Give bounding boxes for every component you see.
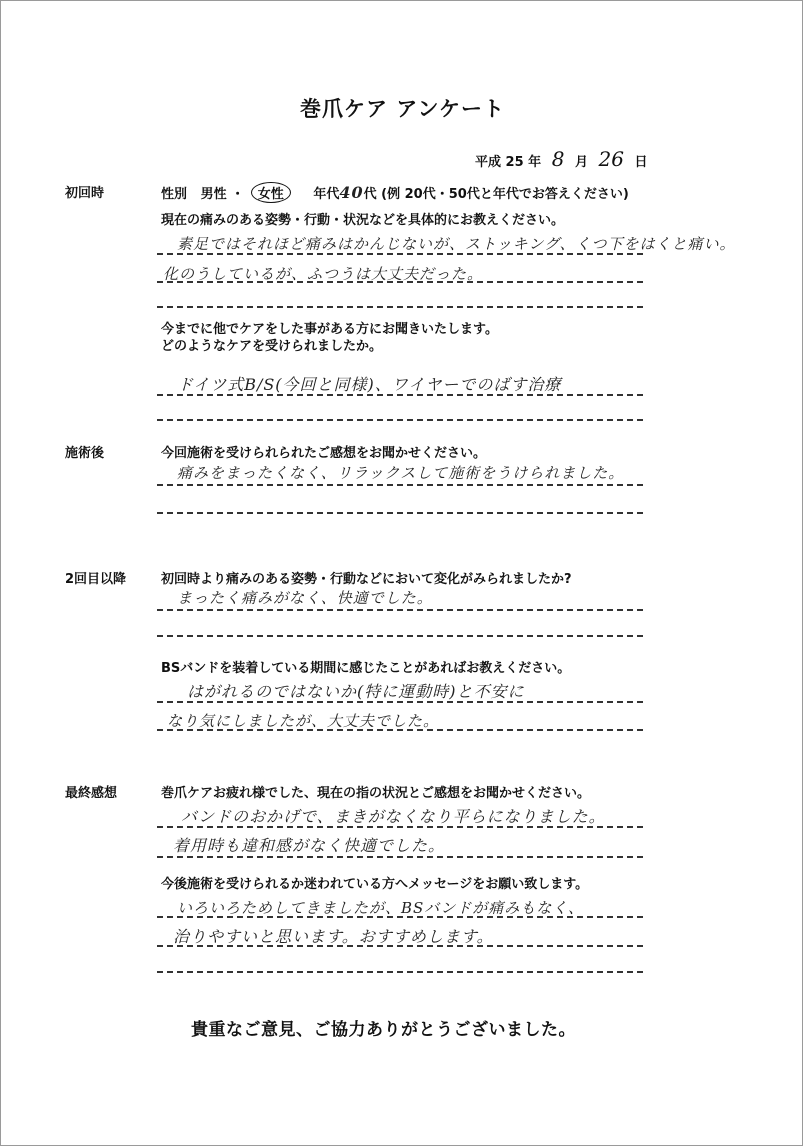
gender-male: 男性 [200,187,227,202]
section-label-final: 最終感想 [65,786,118,801]
question-band-wearing: BSバンドを装着している期間に感じたことがあればお教えください。 [161,661,571,676]
answer-impression: 痛みをまったくなく、リラックスして施術をうけられました。 [177,464,625,482]
answer-line [157,281,643,283]
section-label-first: 初回時 [65,186,105,201]
gender-label: 性別 [161,187,188,202]
age-suffix: 代 [363,187,377,202]
date-year: 25 [505,155,524,170]
answer-message-line2: 治りやすいと思います。おすすめします。 [173,927,494,946]
answer-current-pain-line1: 素足ではそれほど痛みはかんじないが、ストッキング、くつ下をはくと痛い。 [177,235,736,253]
footer-thanks: 貴重なご意見、ご協力ありがとうございました。 [191,1020,576,1040]
answer-previous-care: ドイツ式B/S(今回と同様)、ワイヤーでのばす治療 [177,375,562,394]
profile-row [161,182,629,203]
question-previous-care-line1: 今までに他でケアをした事がある方にお聞きいたします。 [161,322,498,337]
answer-line [157,484,643,486]
question-previous-care-line2: どのようなケアを受けられましたか。 [161,339,383,354]
gender-separator: ・ [231,187,245,202]
answer-final-status-line1: バンドのおかげで、まきがなくなり平らになりました。 [181,807,606,826]
section-label-second: 2回目以降 [65,572,127,587]
date-month-unit: 月 [574,155,588,170]
question-current-pain: 現在の痛みのある姿勢・行動・状況などを具体的にお教えください。 [161,213,565,228]
answer-line [157,729,643,731]
answer-band-wearing-line1: はがれるのではないか(特に運動時)と不安に [187,682,525,701]
answer-line [157,635,643,637]
date-year-unit: 年 [528,155,542,170]
age-value: 40 [339,183,364,202]
date-day-unit: 日 [634,155,648,170]
answer-line [157,701,643,703]
answer-message-line1: いろいろためしてきましたが、BSバンドが痛みもなく、 [177,899,585,917]
answer-line [157,971,643,973]
answer-final-status-line2: 着用時も違和感がなく快適でした。 [173,836,446,855]
date-month: 8 [551,147,565,171]
answer-line [157,945,643,947]
question-message: 今後施術を受けられるか迷われている方へメッセージをお願い致します。 [161,877,589,892]
date-era: 平成 [475,155,502,170]
answer-line [157,916,643,918]
section-label-after: 施術後 [65,446,105,461]
question-final-status: 巻爪ケアお疲れ様でした、現在の指の状況とご感想をお聞かせください。 [161,786,591,801]
answer-line [157,826,643,828]
answer-line [157,856,643,858]
answer-current-pain-line2: 化のうしているが、ふつうは大丈夫だった。 [163,265,484,283]
survey-date [475,147,648,171]
date-day: 26 [598,147,624,171]
answer-line [157,394,643,396]
question-impression: 今回施術を受けられられたご感想をお聞かせください。 [161,446,487,461]
answer-change: まったく痛みがなく、快適でした。 [177,589,433,607]
page-title: 巻爪ケア アンケート [299,97,506,121]
gender-female-circled: 女性 [251,182,291,203]
answer-line [157,609,643,611]
age-hint: (例 20代・50代と年代でお答えください) [381,187,629,202]
answer-line [157,419,643,421]
age-prefix: 年代 [313,187,340,202]
answer-line [157,306,643,308]
answer-line [157,512,643,514]
answer-line [157,253,643,255]
answer-band-wearing-line2: なり気にしましたが、大丈夫でした。 [167,712,440,730]
question-change: 初回時より痛みのある姿勢・行動などにおいて変化がみられましたか? [161,572,572,587]
